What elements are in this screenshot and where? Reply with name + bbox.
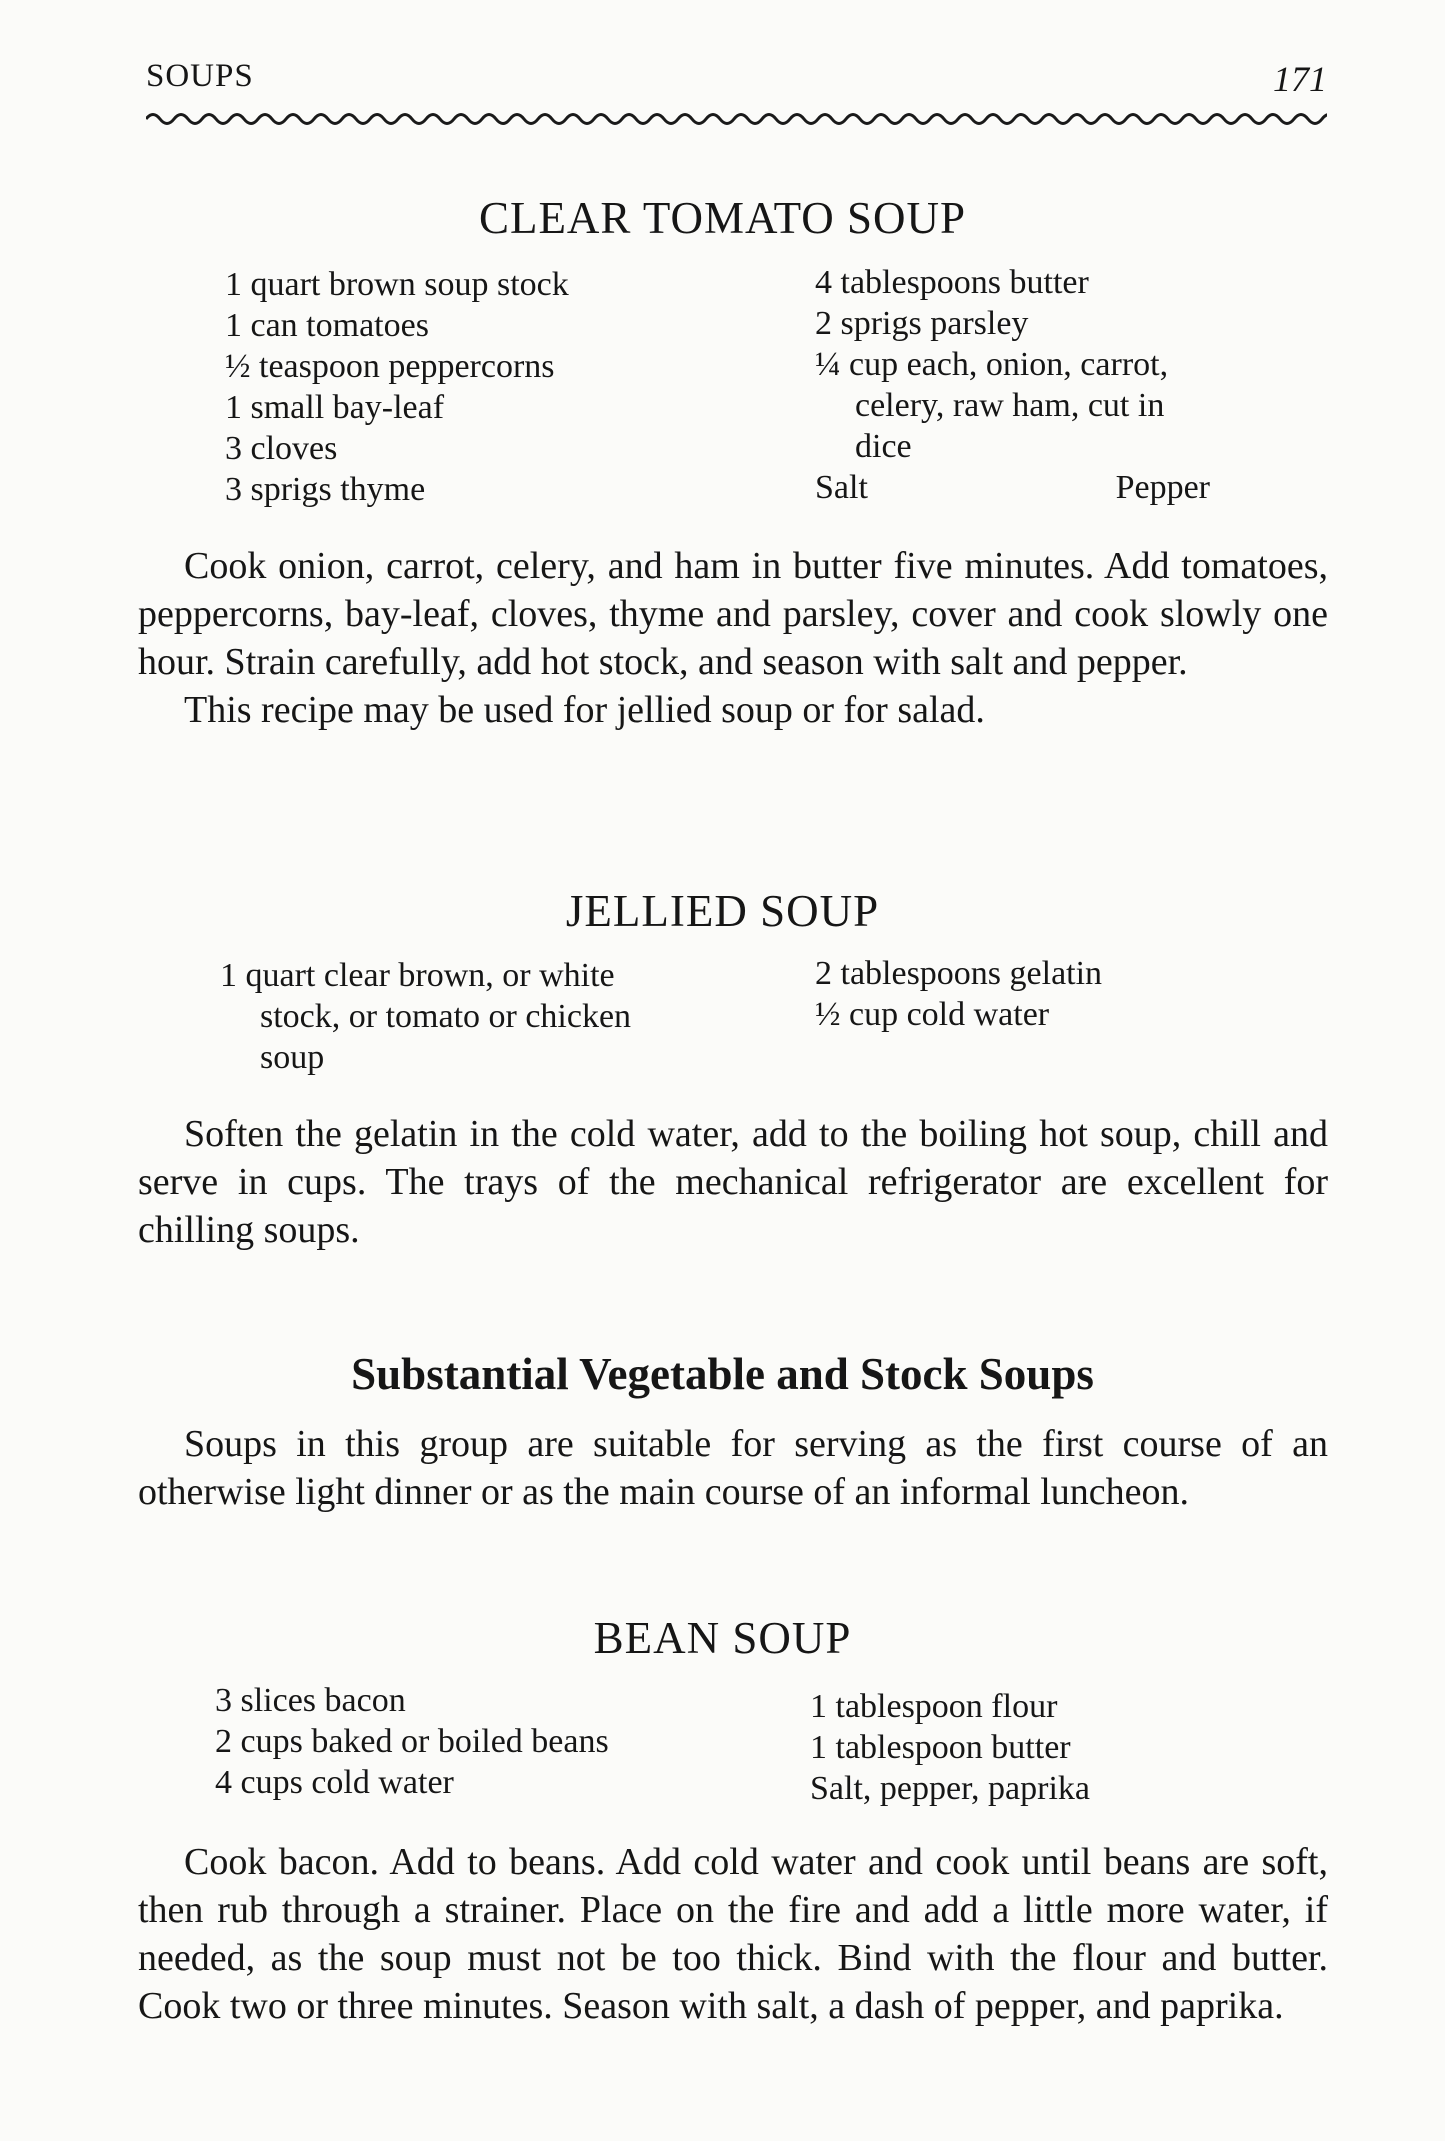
ingredient: ¼ cup each, onion, carrot,	[815, 346, 1169, 383]
ingredient: 1 quart brown soup stock	[225, 266, 569, 303]
ingredient-continued: soup	[260, 1039, 325, 1076]
intro-text: Soups in this group are suitable for serving as the first course of an otherwise light dinner or as the main course of an informal luncheon.	[138, 1423, 1328, 1513]
clear-tomato-soup-title: CLEAR TOMATO SOUP	[478, 193, 967, 243]
ingredient-continued: stock, or tomato or chicken	[260, 998, 632, 1035]
ingredient: 1 quart clear brown, or white	[220, 957, 615, 994]
salt-label: Salt	[815, 469, 868, 506]
method-text: Cook bacon. Add to beans. Add cold water and cook until beans are soft, then rub through a strainer. Place on the fire and add a little more water, if needed, as the soup must not be too thick. Bind with the flour and butter. Cook two or three minutes. Season with salt, a dash of pepper, and paprika.	[138, 1841, 1328, 2027]
ingredient: 1 small bay-leaf	[225, 389, 445, 426]
ingredient-continued: celery, raw ham, cut in	[855, 387, 1165, 424]
ingredient: 1 tablespoon butter	[810, 1729, 1071, 1766]
ingredient: 2 cups baked or boiled beans	[215, 1723, 609, 1760]
ingredient: 1 tablespoon flour	[810, 1688, 1058, 1725]
ingredient: ½ teaspoon peppercorns	[225, 348, 555, 385]
recipe-note: This recipe may be used for jellied soup or for salad.	[184, 689, 985, 731]
running-head	[146, 58, 1327, 106]
bean-ingredients-left	[215, 1680, 735, 1803]
jellied-ingredients-right	[815, 953, 1275, 1035]
bean-ingredients-right	[810, 1686, 1270, 1809]
ingredient: 2 sprigs parsley	[815, 305, 1029, 342]
ingredient: 3 slices bacon	[215, 1682, 406, 1719]
jellied-method	[138, 1110, 1328, 1254]
section-intro	[138, 1420, 1328, 1516]
ingredient: 4 cups cold water	[215, 1764, 454, 1801]
method-text: Cook onion, carrot, celery, and ham in butter five minutes. Add tomatoes, peppercorns, bay-leaf, cloves, thyme and parsley, cover and cook slowly one hour. Strain carefully, add hot stock, and season with salt and pepper.	[138, 545, 1328, 683]
ingredient: 1 can tomatoes	[225, 307, 429, 344]
clear-tomato-ingredients-left	[225, 264, 705, 510]
section-name: SOUPS	[146, 58, 254, 94]
method-text: Soften the gelatin in the cold water, add to the boiling hot soup, chill and serve in cups. The trays of the mechanical refrigerator are excellent for chilling soups.	[138, 1113, 1328, 1251]
pepper-label: Pepper	[1115, 469, 1210, 506]
bean-soup-title: BEAN SOUP	[593, 1613, 852, 1663]
ingredient: ½ cup cold water	[815, 996, 1050, 1033]
ingredient: 3 cloves	[225, 430, 338, 467]
clear-tomato-ingredients-right	[815, 262, 1330, 508]
ingredient: 3 sprigs thyme	[225, 471, 426, 508]
wavy-rule	[146, 106, 1327, 132]
salt-pepper-line	[815, 467, 1210, 508]
section-heading: Substantial Vegetable and Stock Soups	[351, 1349, 1094, 1399]
jellied-ingredients-left	[220, 955, 740, 1078]
jellied-soup-title: JELLIED SOUP	[565, 886, 880, 936]
page-number: 171	[1273, 59, 1327, 99]
clear-tomato-method	[138, 542, 1328, 734]
ingredient-continued: dice	[855, 428, 912, 465]
bean-method	[138, 1838, 1328, 2030]
ingredient: 2 tablespoons gelatin	[815, 955, 1103, 992]
ingredient: 4 tablespoons butter	[815, 264, 1089, 301]
ingredient: Salt, pepper, paprika	[810, 1770, 1090, 1807]
